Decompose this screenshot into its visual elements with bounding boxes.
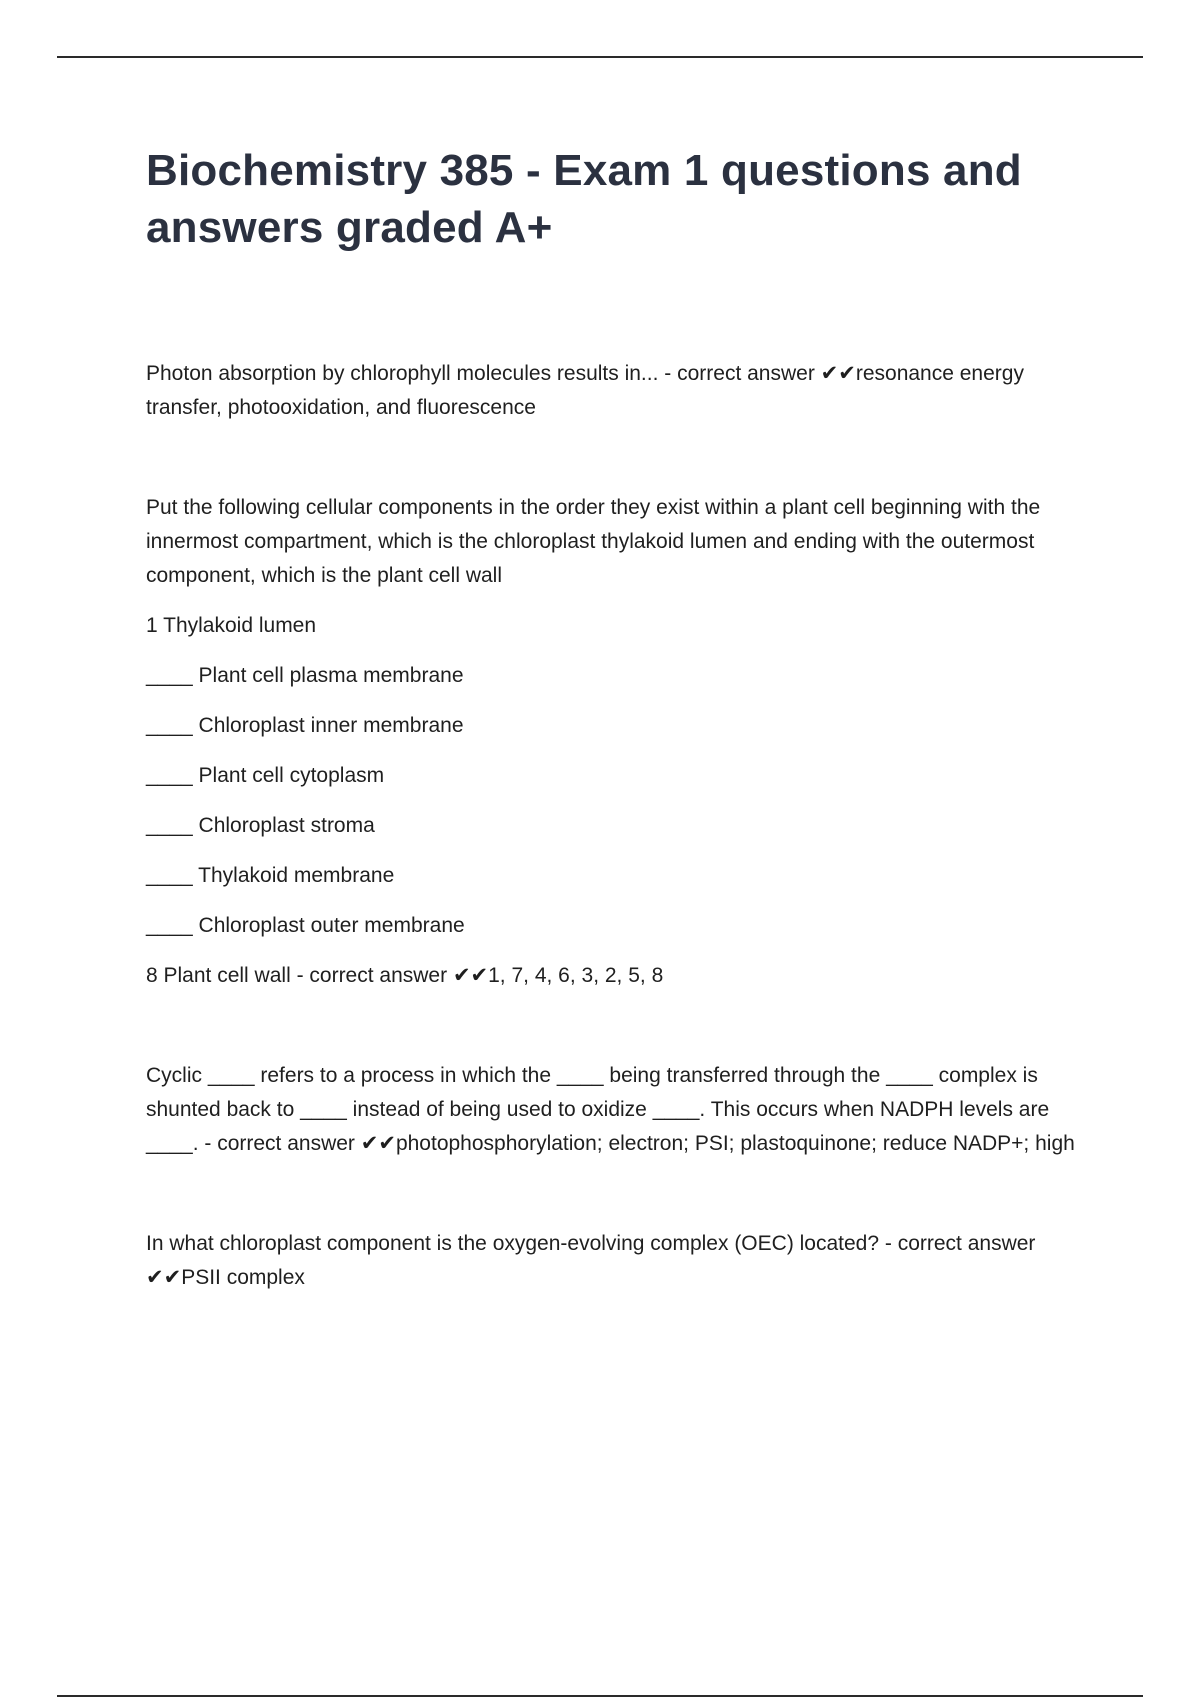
header-rule <box>57 56 1143 58</box>
list-item: ____ Thylakoid membrane <box>146 864 395 887</box>
question-block-3 <box>146 1059 1086 1161</box>
list-item: ____ Chloroplast inner membrane <box>146 714 464 737</box>
question-block-1 <box>146 357 1086 425</box>
ordering-list <box>146 609 1086 993</box>
question-block-2 <box>146 491 1086 993</box>
question-block-4 <box>146 1227 1086 1295</box>
list-item: 1 Thylakoid lumen <box>146 614 317 637</box>
question-text: Cyclic ____ refers to a process in which the ____ being transferred through the ____ complex is shunted back to ____ instead of being used to oxidize ____. This occurs when NADPH levels are ____. - correct answer ✔✔photophosphorylation; electron; PSI; plastoquinone; reduce NADP+; high <box>146 1064 1075 1155</box>
list-item: ____ Plant cell plasma membrane <box>146 664 464 687</box>
question-text: Put the following cellular components in the order they exist within a plant cell beginning with the innermost compartment, which is the chloroplast thylakoid lumen and ending with the outermost component, which is the plant cell wall <box>146 496 1041 587</box>
list-item-answer: 8 Plant cell wall - correct answer ✔✔1, 7, 4, 6, 3, 2, 5, 8 <box>146 964 664 987</box>
list-item: ____ Chloroplast outer membrane <box>146 914 465 937</box>
document-body <box>146 142 1086 1361</box>
list-item: ____ Plant cell cytoplasm <box>146 764 385 787</box>
question-list <box>146 357 1086 1295</box>
question-text: In what chloroplast component is the oxygen-evolving complex (OEC) located? - correct answer ✔✔PSII complex <box>146 1232 1036 1289</box>
footer-rule <box>57 1695 1143 1697</box>
list-item: ____ Chloroplast stroma <box>146 814 375 837</box>
question-text: Photon absorption by chlorophyll molecules results in... - correct answer ✔✔resonance energy transfer, photooxidation, and fluorescence <box>146 362 1024 419</box>
document-title: Biochemistry 385 - Exam 1 questions and answers graded A+ <box>146 146 1022 252</box>
